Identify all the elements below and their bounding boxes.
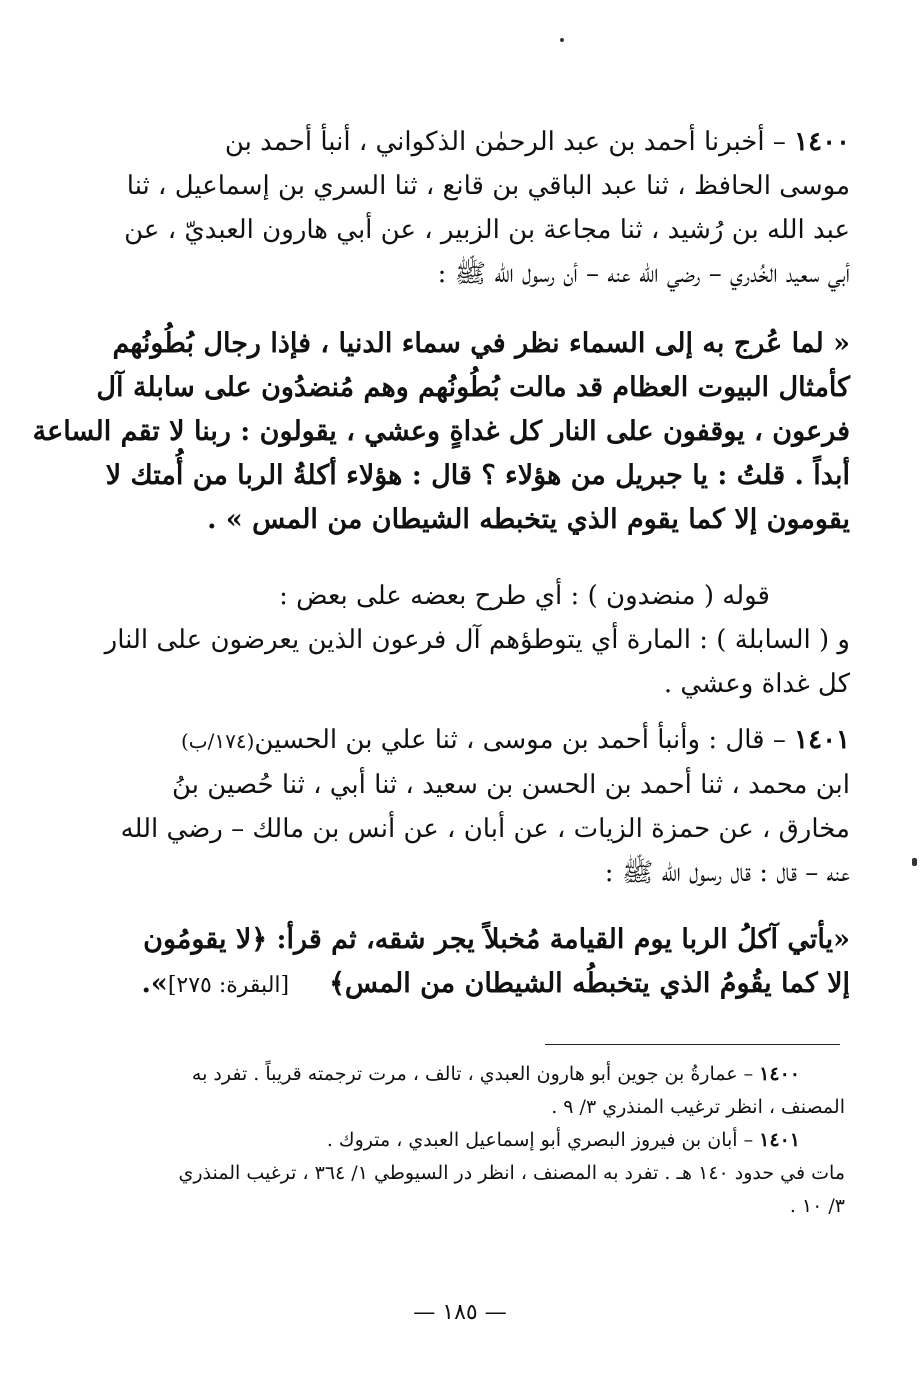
gloss-line: قوله ( منضدون ) : أي طرح بعضه على بعض : bbox=[279, 581, 770, 611]
footnote-line: ١٤٠٠ – عمارةُ بن جوين أبو هارون العبدي ، تالف ، مرت ترجمته قريباً . تفرد به bbox=[191, 1063, 800, 1085]
hadith-number: ١٤٠٠ bbox=[794, 127, 850, 157]
footnote-line: ٣/ ١٠ . bbox=[789, 1195, 845, 1217]
isnad-line: عبد الله بن رُشيد ، ثنا مجاعة بن الزبير ، عن أبي هارون العبديّ ، عن bbox=[124, 215, 850, 245]
footnotes bbox=[95, 1058, 845, 1223]
matn-line: أبداً . قلتُ : يا جبريل من هؤلاء ؟ قال : هؤلاء أكلةُ الربا من أُمتك لا bbox=[105, 460, 850, 491]
gloss-paragraph bbox=[104, 574, 850, 706]
isnad-line: ١٤٠٠ – أخبرنا أحمد بن عبد الرحمٰن الذكواني ، أنبأ أحمد بن bbox=[224, 127, 850, 157]
matn-line: كأمثال البيوت العظام قد مالت بُطُونُهم وهم مُنضدُون على سابلة آل bbox=[96, 372, 850, 403]
footnote-line: ١٤٠١ – أبان بن فيروز البصري أبو إسماعيل العبدي ، متروك . bbox=[326, 1129, 800, 1151]
hadith-1400-matn bbox=[32, 322, 850, 542]
footnote-line: مات في حدود ١٤٠ هـ . تفرد به المصنف ، انظر در السيوطي ١/ ٣٦٤ ، ترغيب المنذري bbox=[178, 1162, 845, 1184]
matn-line: إلا كما يقُومُ الذي يتخبطُه الشيطان من المس﴾[البقرة: ٢٧٥]». bbox=[141, 968, 850, 999]
isnad-line: مخارق ، عن حمزة الزيات ، عن أبان ، عن أنس بن مالك – رضي الله bbox=[120, 814, 850, 844]
matn-line: « لما عُرج به إلى السماء نظر في سماء الدنيا ، فإذا رجال بُطُونُهم bbox=[112, 328, 850, 359]
isnad-line: عنه – قال : قال رسول الله ﷺ : bbox=[604, 858, 850, 888]
isnad-line: أبي سعيد الخُدري – رضي الله عنه – أن رسول الله ﷺ : bbox=[437, 259, 850, 289]
page-number: — ١٨٥ — bbox=[413, 1300, 507, 1325]
hadith-1400-isnad bbox=[124, 120, 850, 296]
hadith-number: ١٤٠١ bbox=[794, 725, 850, 755]
gloss-line: كل غداة وعشي . bbox=[663, 669, 850, 699]
folio-reference: (١٧٤/ب) bbox=[180, 729, 255, 753]
gloss-line: و ( السابلة ) : المارة أي يتوطؤهم آل فرعون الذين يعرضون على النار bbox=[104, 625, 850, 655]
hadith-1401-isnad bbox=[100, 718, 850, 895]
hadith-1401-matn bbox=[141, 918, 850, 1008]
matn-line: يقومون إلا كما يقوم الذي يتخبطه الشيطان من المس » . bbox=[207, 504, 850, 535]
footnote-divider bbox=[545, 1044, 840, 1045]
isnad-line: ابن محمد ، ثنا أحمد بن الحسن بن سعيد ، ثنا أبي ، ثنا حُصين بنُ bbox=[172, 770, 850, 800]
quran-reference: [البقرة: ٢٧٥] bbox=[167, 973, 290, 998]
scan-speck bbox=[560, 38, 564, 42]
matn-line: فرعون ، يوقفون على النار كل غداةٍ وعشي ، يقولون : ربنا لا تقم الساعة bbox=[32, 416, 850, 447]
matn-line: «يأتي آكلُ الربا يوم القيامة مُخبلاً يجر شقه، ثم قرأ: ﴿لا يقومُون bbox=[143, 924, 850, 955]
footnote-number: ١٤٠٠ bbox=[759, 1063, 800, 1085]
footnote-number: ١٤٠١ bbox=[759, 1129, 800, 1151]
isnad-line: موسى الحافظ ، ثنا عبد الباقي بن قانع ، ثنا السري بن إسماعيل ، ثنا bbox=[126, 171, 850, 201]
isnad-line: ١٤٠١ – قال : وأنبأ أحمد بن موسى ، ثنا علي بن الحسين(١٧٤/ب) bbox=[180, 725, 850, 755]
scan-speck bbox=[912, 858, 917, 866]
footnote-line: المصنف ، انظر ترغيب المنذري ٣/ ٩ . bbox=[551, 1096, 845, 1118]
